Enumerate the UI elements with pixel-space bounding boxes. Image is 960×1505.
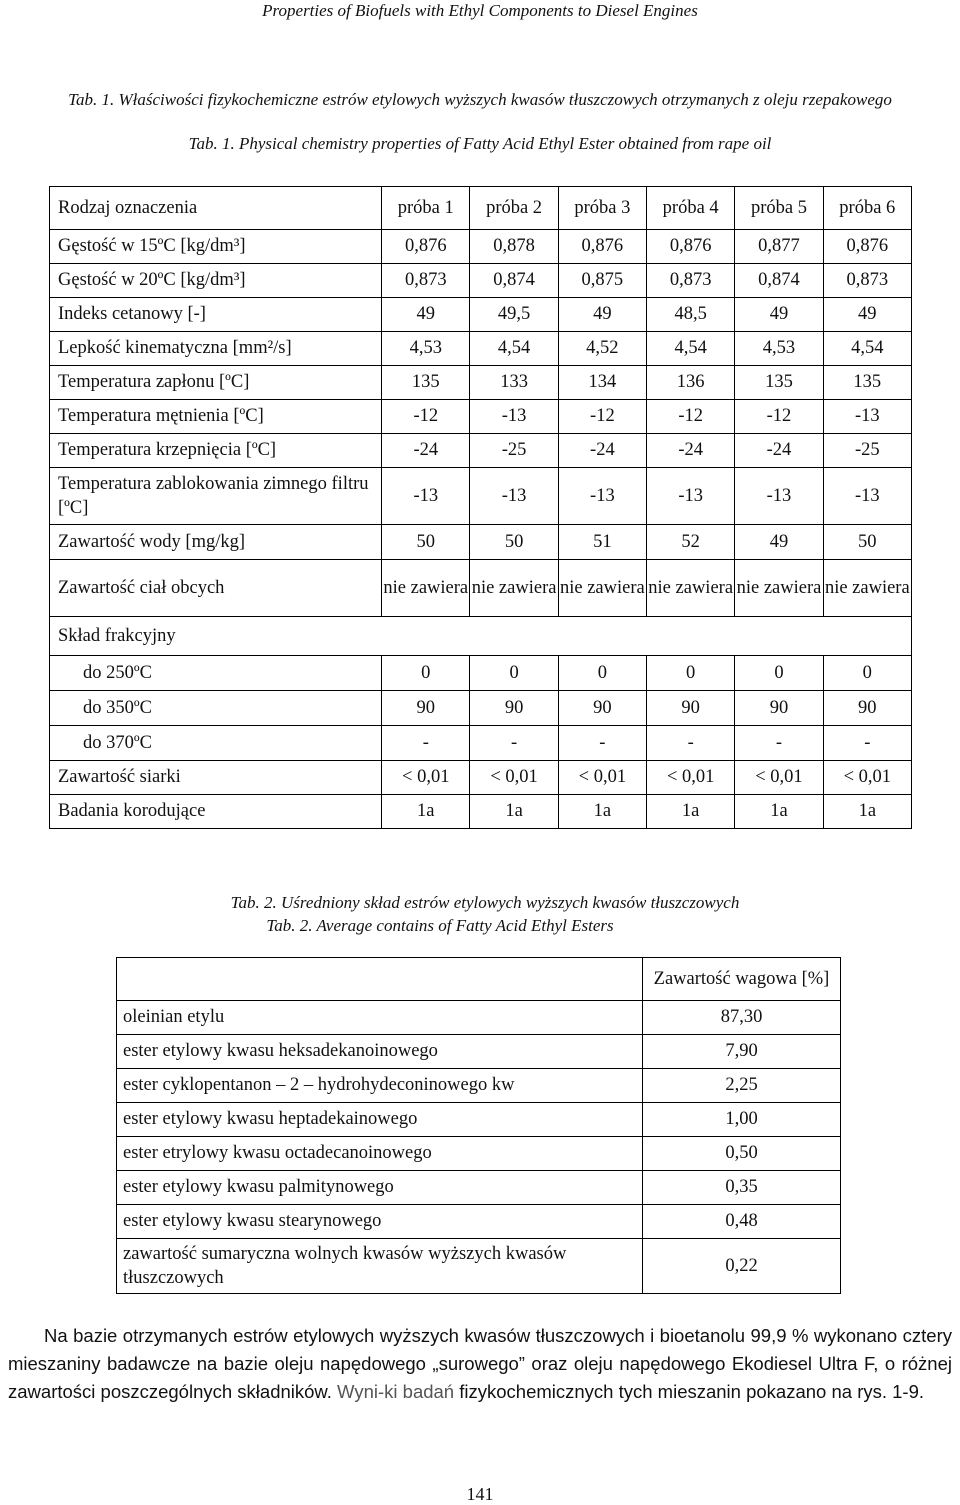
table2-row-value: 0,50 [643, 1137, 841, 1171]
table1-cell: -12 [647, 400, 735, 434]
table1-row-label: Zawartość ciał obcych [50, 560, 382, 617]
table1-row-label: Temperatura zapłonu [ºC] [50, 366, 382, 400]
table2-row-label: ester etylowy kwasu heksadekanoinowego [117, 1035, 643, 1069]
table1-cell: 0,873 [382, 264, 470, 298]
table1-cell: 1a [735, 795, 823, 829]
table2-row-value: 0,22 [643, 1239, 841, 1294]
table1-cell: -13 [470, 400, 558, 434]
table1-cell: -24 [382, 434, 470, 468]
table1-cell: 50 [823, 525, 911, 560]
table1-header-sample: próba 5 [735, 187, 823, 230]
table1-cell: 49 [558, 298, 646, 332]
table1-cell: nie zawiera [558, 560, 646, 617]
table1-cell: 50 [382, 525, 470, 560]
table1-cell: -24 [647, 434, 735, 468]
table2-row [117, 1001, 841, 1035]
table2-row [117, 1205, 841, 1239]
table1-header-sample: próba 1 [382, 187, 470, 230]
table1-cell: 51 [558, 525, 646, 560]
table1-row [50, 691, 912, 726]
table1-row-label: Lepkość kinematyczna [mm²/s] [50, 332, 382, 366]
table1-caption-pl: Tab. 1. Właściwości fizykochemiczne estrów etylowych wyższych kwasów tłuszczowych otrzymanych z oleju rzepakowego [68, 90, 892, 109]
table2-row [117, 1069, 841, 1103]
table1-cell: -12 [735, 400, 823, 434]
table1-row [50, 560, 912, 617]
table1-cell: - [647, 726, 735, 761]
table1-row [50, 434, 912, 468]
table2-row-label: ester etylowy kwasu stearynowego [117, 1205, 643, 1239]
table1-row [50, 726, 912, 761]
table1-cell: 135 [823, 366, 911, 400]
table1-row-label: Skład frakcyjny [50, 617, 912, 656]
table1-cell: 0 [558, 656, 646, 691]
table1-header-label: Rodzaj oznaczenia [50, 187, 382, 230]
table1-header-sample: próba 2 [470, 187, 558, 230]
table2-row-label: ester etylowy kwasu heptadekainowego [117, 1103, 643, 1137]
table1-cell: - [470, 726, 558, 761]
table1-cell: nie zawiera [735, 560, 823, 617]
table1-row-label: Gęstość w 20ºC [kg/dm³] [50, 264, 382, 298]
table1-header-row [50, 187, 912, 230]
table1-properties [49, 186, 912, 829]
table1-cell: < 0,01 [382, 761, 470, 795]
table1-cell: - [382, 726, 470, 761]
table2-row-value: 87,30 [643, 1001, 841, 1035]
table1-cell: 48,5 [647, 298, 735, 332]
table1-cell: -25 [823, 434, 911, 468]
table1-cell: 0,875 [558, 264, 646, 298]
table1-cell: 0 [382, 656, 470, 691]
table1-cell: 0,873 [647, 264, 735, 298]
table1-cell: 90 [382, 691, 470, 726]
table1-cell: 135 [382, 366, 470, 400]
table1-cell: 0,876 [558, 230, 646, 264]
table1-row-label: do 370ºC [50, 726, 382, 761]
table1-row-label: Temperatura krzepnięcia [ºC] [50, 434, 382, 468]
table2-row-value: 7,90 [643, 1035, 841, 1069]
table1-header-sample: próba 6 [823, 187, 911, 230]
table1-cell: 4,54 [470, 332, 558, 366]
table1-cell: 1a [470, 795, 558, 829]
table2-header-value: Zawartość wagowa [%] [643, 958, 841, 1001]
table1-cell: -24 [735, 434, 823, 468]
table1-row [50, 264, 912, 298]
table1-cell: nie zawiera [470, 560, 558, 617]
table1-cell: 0 [823, 656, 911, 691]
table1-cell: 134 [558, 366, 646, 400]
table2-row-label: oleinian etylu [117, 1001, 643, 1035]
table1-row [50, 400, 912, 434]
table1-cell: -13 [823, 468, 911, 525]
table1-cell: 49 [382, 298, 470, 332]
table2-row-label: ester etrylowy kwasu octadecanoinowego [117, 1137, 643, 1171]
table2-header-row [117, 958, 841, 1001]
table1-cell: 50 [470, 525, 558, 560]
table1-cell: nie zawiera [647, 560, 735, 617]
table1-row-label: Badania korodujące [50, 795, 382, 829]
table1-cell: 0 [647, 656, 735, 691]
paragraph-main-text: Na bazie otrzymanych estrów etylowych wyższych kwasów tłuszczowych i bioetanolu 99,9 % wykonano cztery mieszaniny badawcze na bazie oleju napędowego „surowego” oraz oleju napędowego Ekodiesel Ultra F, o różnej zawartości poszczególnych składników. [8, 1325, 952, 1402]
table1-cell: 0,873 [823, 264, 911, 298]
table1-cell: 4,53 [735, 332, 823, 366]
table1-cell: < 0,01 [558, 761, 646, 795]
table2-row [117, 1103, 841, 1137]
table1-cell: 136 [647, 366, 735, 400]
table1-cell: < 0,01 [823, 761, 911, 795]
table1-row [50, 761, 912, 795]
table1-cell: 90 [823, 691, 911, 726]
table1-cell: 0 [470, 656, 558, 691]
table1-cell: 49,5 [470, 298, 558, 332]
table1-cell: 4,53 [382, 332, 470, 366]
table1-cell: -25 [470, 434, 558, 468]
table1-row-label: Zawartość wody [mg/kg] [50, 525, 382, 560]
table1-cell: 90 [647, 691, 735, 726]
table1-cell: 0,876 [382, 230, 470, 264]
table1-cell: - [558, 726, 646, 761]
table2-row-label: ester etylowy kwasu palmitynowego [117, 1171, 643, 1205]
table1-cell: 0 [735, 656, 823, 691]
table1-row [50, 366, 912, 400]
table1-cell: 4,54 [647, 332, 735, 366]
table1-row-label: Temperatura zablokowania zimnego filtru [ºC] [50, 468, 382, 525]
table1-cell: -12 [558, 400, 646, 434]
table2-row [117, 1239, 841, 1294]
table1-cell: 4,54 [823, 332, 911, 366]
table1-cell: 90 [735, 691, 823, 726]
table1-row [50, 617, 912, 656]
table1-cell: 0,876 [823, 230, 911, 264]
table2-row [117, 1171, 841, 1205]
table1-row [50, 298, 912, 332]
table1-caption-en: Tab. 1. Physical chemistry properties of Fatty Acid Ethyl Ester obtained from rape oil [188, 134, 772, 153]
table1-cell: nie zawiera [823, 560, 911, 617]
table1-cell: 52 [647, 525, 735, 560]
table2-caption-pl: Tab. 2. Uśredniony skład estrów etylowych wyższych kwasów tłuszczowych [230, 893, 740, 912]
table1-cell: 4,52 [558, 332, 646, 366]
table1-cell: -13 [470, 468, 558, 525]
table1-cell: 135 [735, 366, 823, 400]
table1-cell: - [823, 726, 911, 761]
table2-row [117, 1137, 841, 1171]
running-header: Properties of Biofuels with Ethyl Components to Diesel Engines [262, 1, 698, 20]
table1-cell: < 0,01 [470, 761, 558, 795]
table2-row-value: 0,48 [643, 1205, 841, 1239]
table1-cell: 49 [735, 298, 823, 332]
table1-row-label: do 250ºC [50, 656, 382, 691]
page-number: 141 [466, 1484, 494, 1504]
table1-cell: 90 [470, 691, 558, 726]
table1-row-label: Gęstość w 15ºC [kg/dm³] [50, 230, 382, 264]
table2-row-label: ester cyklopentanon – 2 – hydrohydeconinowego kw [117, 1069, 643, 1103]
table1-cell: 0,877 [735, 230, 823, 264]
table1-row [50, 230, 912, 264]
table2-composition [116, 957, 841, 1294]
table2-row-value: 2,25 [643, 1069, 841, 1103]
table2-row-label: zawartość sumaryczna wolnych kwasów wyższych kwasów tłuszczowych [117, 1239, 643, 1294]
table1-row [50, 525, 912, 560]
table1-cell: nie zawiera [382, 560, 470, 617]
table1-cell: -13 [382, 468, 470, 525]
table1-cell: -13 [558, 468, 646, 525]
table1-row-label: Zawartość siarki [50, 761, 382, 795]
body-paragraph [8, 1322, 952, 1406]
table1-cell: 0,874 [735, 264, 823, 298]
table1-cell: 1a [647, 795, 735, 829]
table1-cell: -13 [647, 468, 735, 525]
table1-cell: 1a [823, 795, 911, 829]
table2-caption-en: Tab. 2. Average contains of Fatty Acid Ethyl Esters [266, 916, 614, 935]
table1-cell: < 0,01 [735, 761, 823, 795]
table1-row [50, 332, 912, 366]
table1-header-sample: próba 3 [558, 187, 646, 230]
table2-header-empty [117, 958, 643, 1001]
table1-cell: < 0,01 [647, 761, 735, 795]
table1-cell: -24 [558, 434, 646, 468]
table1-cell: 0,878 [470, 230, 558, 264]
paragraph-tail-text: Wyni-ki badań [337, 1381, 455, 1402]
table1-cell: 90 [558, 691, 646, 726]
table1-cell: - [735, 726, 823, 761]
table1-header-sample: próba 4 [647, 187, 735, 230]
table1-row [50, 656, 912, 691]
table1-row-label: Temperatura mętnienia [ºC] [50, 400, 382, 434]
table1-cell: 49 [735, 525, 823, 560]
table1-cell: 0,876 [647, 230, 735, 264]
table1-cell: -13 [735, 468, 823, 525]
table1-cell: 1a [382, 795, 470, 829]
table2-row [117, 1035, 841, 1069]
table2-row-value: 1,00 [643, 1103, 841, 1137]
table1-cell: -13 [823, 400, 911, 434]
table1-cell: 1a [558, 795, 646, 829]
table1-cell: 0,874 [470, 264, 558, 298]
table1-cell: 49 [823, 298, 911, 332]
table1-row [50, 795, 912, 829]
table1-cell: 133 [470, 366, 558, 400]
paragraph-end-text: fizykochemicznych tych mieszanin pokazano na rys. 1-9. [459, 1381, 925, 1402]
table1-row-label: Indeks cetanowy [-] [50, 298, 382, 332]
table1-row [50, 468, 912, 525]
table1-cell: -12 [382, 400, 470, 434]
table1-row-label: do 350ºC [50, 691, 382, 726]
table2-row-value: 0,35 [643, 1171, 841, 1205]
